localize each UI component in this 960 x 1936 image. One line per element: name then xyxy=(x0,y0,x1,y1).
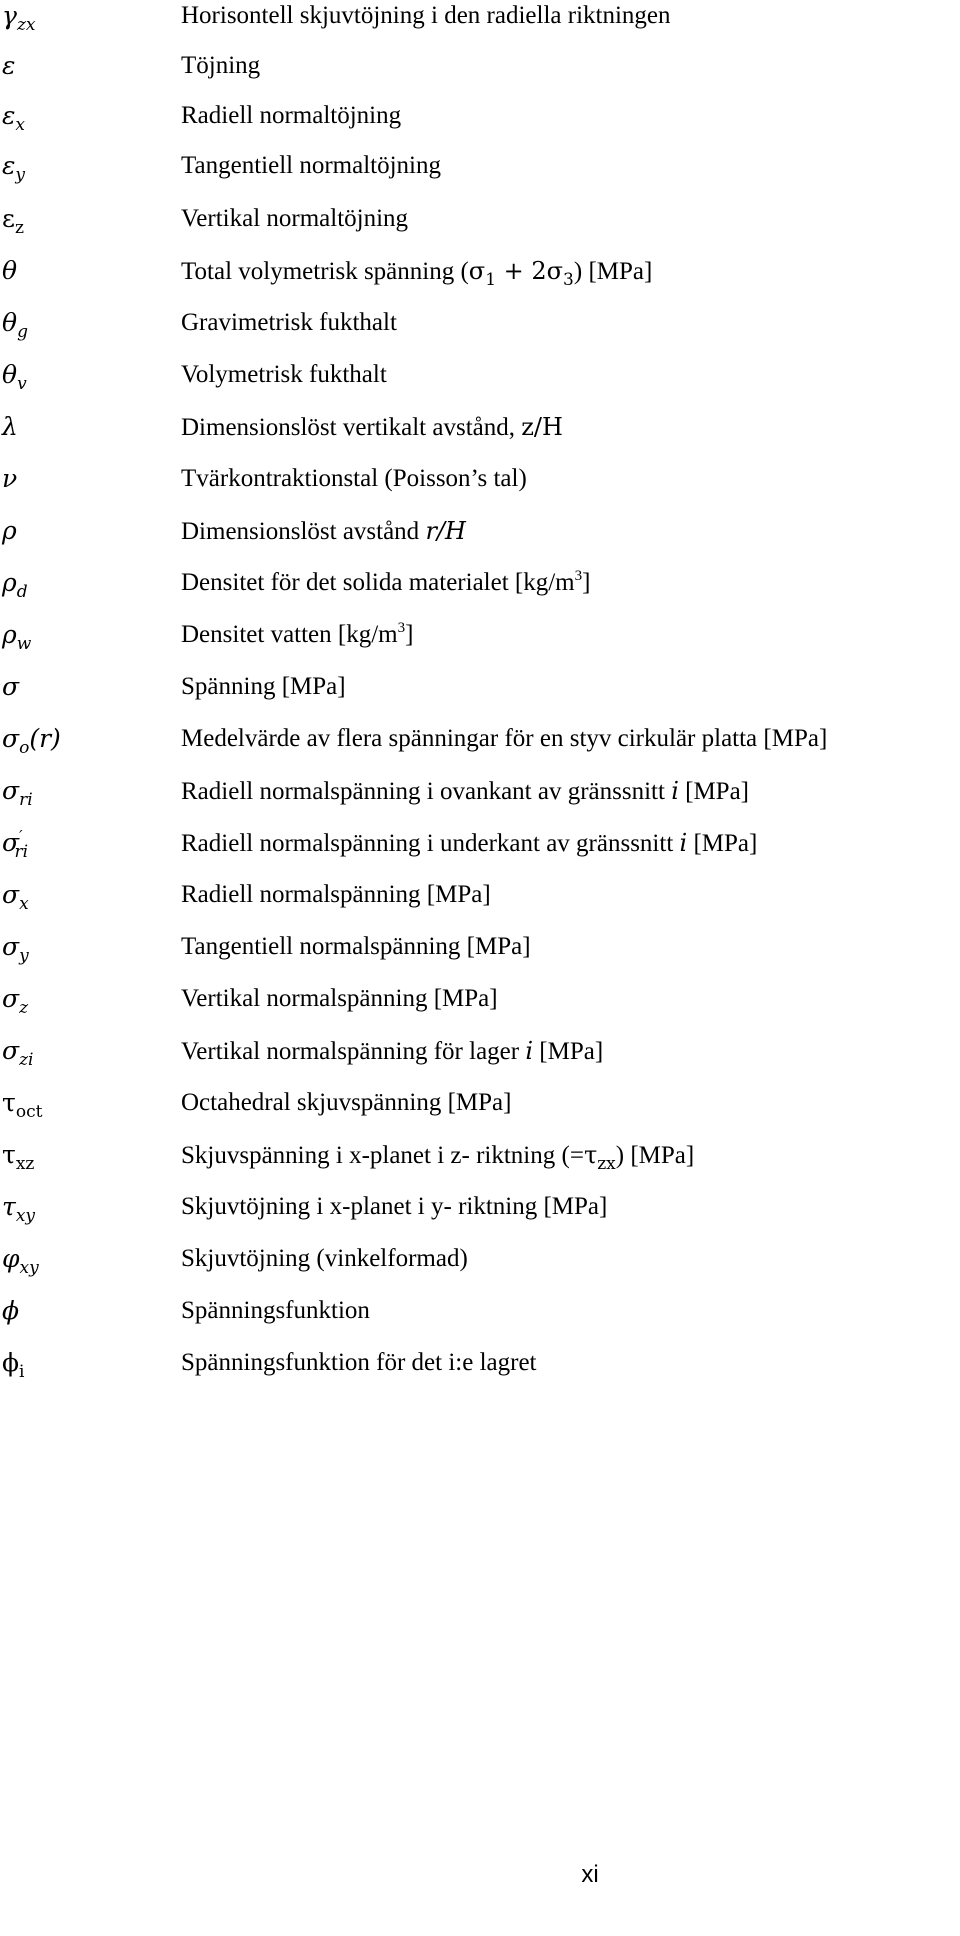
description: Volymetrisk fukthalt xyxy=(181,361,387,388)
description: Vertikal normaltöjning xyxy=(181,205,409,232)
symbol-epsilon-y: $\varepsilon_y$ xyxy=(2,151,26,185)
symbol-row xyxy=(0,50,960,100)
symbol-rho-w: $\rho_w$ xyxy=(2,620,32,654)
symbol-row xyxy=(0,203,960,253)
description: Total volymetrisk spänning $(\sigma_1 + 2\sigma_3)$ [MPa] xyxy=(181,257,653,290)
symbol-sigma-ri-prime: $\sigma'_{ri}$ xyxy=(2,827,29,862)
symbol-epsilon-z: $\varepsilon_z$ xyxy=(2,204,24,238)
description: Tangentiell normalspänning [MPa] xyxy=(181,933,531,960)
symbol-row xyxy=(0,879,960,929)
description: Densitet för det solida materialet $[kg/m^3]$ xyxy=(181,568,591,596)
symbol-row xyxy=(0,307,960,357)
symbol-sigma-z: $\sigma_z$ xyxy=(2,984,29,1018)
description: Vertikal normalspänning för lager i [MPa] xyxy=(181,1037,604,1065)
description: Tangentiell normaltöjning xyxy=(181,152,441,179)
symbol-row xyxy=(0,931,960,981)
symbol-rho: ρ xyxy=(2,516,17,545)
symbol-row xyxy=(0,983,960,1033)
description: Octahedral skjuvspänning [MPa] xyxy=(181,1089,512,1116)
page-number: xi xyxy=(581,1861,599,1888)
symbol-phi-i: $\phi_i$ xyxy=(2,1348,25,1382)
symbol-row xyxy=(0,619,960,669)
symbol-row xyxy=(0,150,960,200)
description: Skjuvspänning i x-planet i z- riktning $(=\tau_{zx})$ [MPa] xyxy=(181,1141,695,1174)
symbol-row xyxy=(0,723,960,773)
symbol-sigma-ri: $\sigma_{ri}$ xyxy=(2,776,33,810)
symbol-row xyxy=(0,1087,960,1137)
symbol-sigma-y: $\sigma_y$ xyxy=(2,932,29,966)
symbol-row xyxy=(0,1347,960,1397)
symbol-tau-oct: $\tau_{oct}$ xyxy=(2,1088,43,1122)
symbol-row xyxy=(0,359,960,409)
symbol-tau-xz: $\tau_{xz}$ xyxy=(2,1140,35,1174)
symbol-row xyxy=(0,463,960,513)
description: Radiell normalspänning [MPa] xyxy=(181,881,491,908)
symbol-theta: θ xyxy=(2,256,18,285)
symbol-rho-d: $\rho_d$ xyxy=(2,568,28,602)
description: Spänningsfunktion xyxy=(181,1297,370,1324)
description: Vertikal normalspänning [MPa] xyxy=(181,985,498,1012)
symbol-epsilon-x: $\varepsilon_x$ xyxy=(2,101,26,135)
description: Tvärkontraktionstal (Poisson’s tal) xyxy=(181,465,527,492)
symbol-row xyxy=(0,255,960,305)
symbol-phi: ϕ xyxy=(2,1296,20,1325)
symbol-sigma-o-r: $\sigma_o(r)$ xyxy=(2,724,61,758)
description: Gravimetrisk fukthalt xyxy=(181,309,397,336)
symbol-sigma-zi: $\sigma_{zi}$ xyxy=(2,1036,34,1070)
symbol-tau-xy: $\tau_{xy}$ xyxy=(2,1192,36,1226)
description: Horisontell skjuvtöjning i den radiella riktningen xyxy=(181,2,671,29)
description: Radiell normalspänning i underkant av gränssnitt i [MPa] xyxy=(181,829,758,857)
description: Radiell normaltöjning xyxy=(181,102,402,129)
description: Spänningsfunktion för det i:e lagret xyxy=(181,1349,537,1376)
description: Radiell normalspänning i ovankant av gränssnitt i [MPa] xyxy=(181,777,750,805)
symbol-row xyxy=(0,775,960,825)
symbol-row xyxy=(0,411,960,461)
symbol-phi-xy: $\varphi_{xy}$ xyxy=(2,1244,39,1278)
symbol-epsilon: ε xyxy=(2,51,16,80)
symbol-sigma: σ xyxy=(2,672,20,701)
symbol-row xyxy=(0,1035,960,1085)
symbol-row xyxy=(0,567,960,617)
description: Spänning [MPa] xyxy=(181,673,346,700)
symbol-row xyxy=(0,1139,960,1189)
description: Dimensionslöst vertikalt avstånd, z/H xyxy=(181,413,563,441)
symbol-sigma-x: $\sigma_x$ xyxy=(2,880,29,914)
symbol-row xyxy=(0,1191,960,1241)
symbol-row xyxy=(0,671,960,721)
symbol-row xyxy=(0,100,960,150)
symbol-lambda: λ xyxy=(2,412,18,441)
description: Töjning xyxy=(181,52,261,79)
description: Medelvärde av flera spänningar för en styv cirkulär platta [MPa] xyxy=(181,725,828,752)
symbol-theta-v: $\theta_v$ xyxy=(2,360,27,394)
symbol-row xyxy=(0,1243,960,1293)
symbol-gamma-zx: $\gamma_{zx}$ xyxy=(2,1,36,35)
description: Densitet vatten $[kg/m^3]$ xyxy=(181,620,414,648)
symbol-row xyxy=(0,1295,960,1345)
description: Skjuvtöjning i x-planet i y- riktning [MPa] xyxy=(181,1193,608,1220)
symbol-nu: ν xyxy=(2,464,18,493)
symbol-row xyxy=(0,515,960,565)
description: Dimensionslöst avstånd r/H xyxy=(181,517,466,545)
symbol-row xyxy=(0,0,960,50)
symbol-theta-g: $\theta_g$ xyxy=(2,308,28,342)
description: Skjuvtöjning (vinkelformad) xyxy=(181,1245,468,1272)
symbol-row xyxy=(0,827,960,877)
